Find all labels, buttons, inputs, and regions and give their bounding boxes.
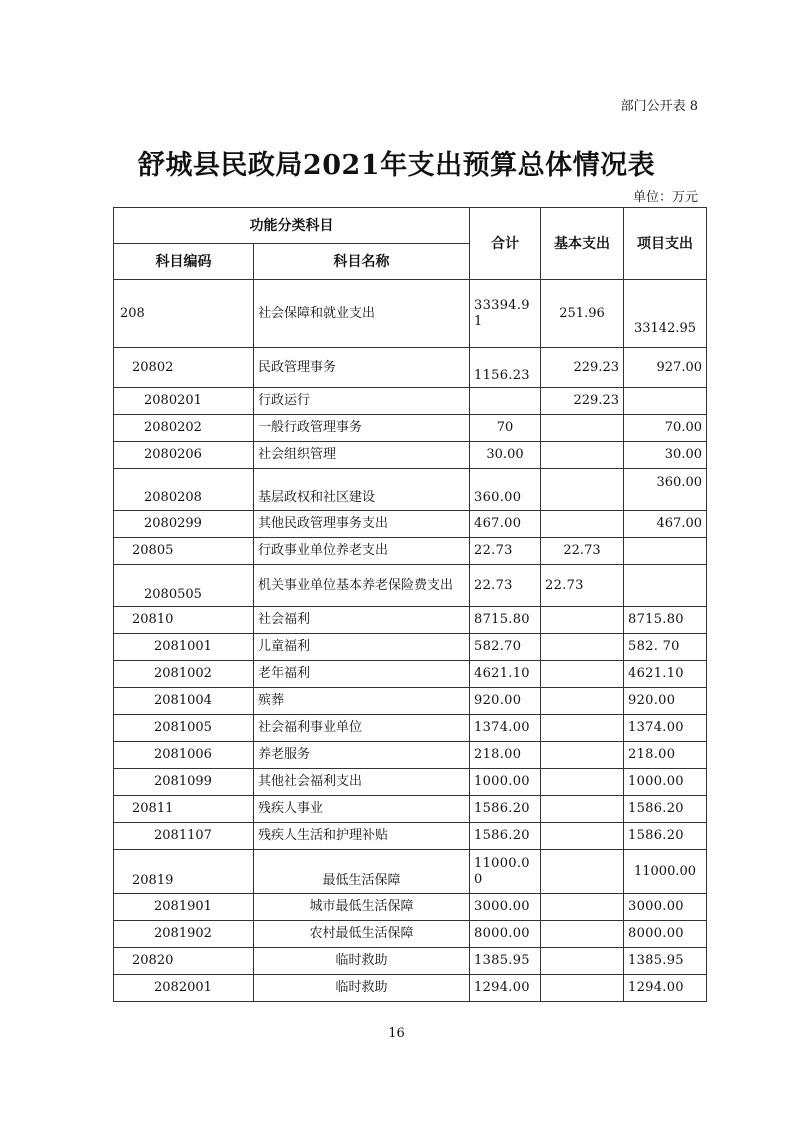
row-basic bbox=[541, 742, 624, 769]
row-code: 2080505 bbox=[114, 565, 254, 607]
table-row bbox=[114, 975, 707, 1002]
table-row bbox=[114, 715, 707, 742]
row-basic: 229.23 bbox=[541, 348, 624, 388]
table-row bbox=[114, 511, 707, 538]
row-total: 1374.00 bbox=[470, 715, 541, 742]
row-total: 920.00 bbox=[470, 688, 541, 715]
row-project: 467.00 bbox=[624, 511, 707, 538]
row-project: 1374.00 bbox=[624, 715, 707, 742]
header-name: 科目名称 bbox=[254, 244, 470, 280]
row-name: 基层政权和社区建设 bbox=[254, 469, 470, 511]
row-project: 1385.95 bbox=[624, 948, 707, 975]
row-code: 20811 bbox=[114, 796, 254, 823]
row-total: 360.00 bbox=[470, 469, 541, 511]
row-basic bbox=[541, 823, 624, 850]
row-total: 11000.00 bbox=[470, 850, 541, 894]
row-basic bbox=[541, 921, 624, 948]
row-project: 1586.20 bbox=[624, 796, 707, 823]
row-basic bbox=[541, 688, 624, 715]
row-total: 30.00 bbox=[470, 442, 541, 469]
row-project: 927.00 bbox=[624, 348, 707, 388]
row-basic: 251.96 bbox=[541, 280, 624, 348]
row-project: 8000.00 bbox=[624, 921, 707, 948]
row-name: 农村最低生活保障 bbox=[254, 921, 470, 948]
row-total: 1294.00 bbox=[470, 975, 541, 1002]
row-code: 20805 bbox=[114, 538, 254, 565]
row-name: 机关事业单位基本养老保险费支出 bbox=[254, 565, 470, 607]
row-code: 2081901 bbox=[114, 894, 254, 921]
row-basic bbox=[541, 415, 624, 442]
row-code: 2081902 bbox=[114, 921, 254, 948]
row-basic: 22.73 bbox=[541, 538, 624, 565]
row-total: 1586.20 bbox=[470, 796, 541, 823]
row-total: 1385.95 bbox=[470, 948, 541, 975]
row-project: 30.00 bbox=[624, 442, 707, 469]
row-name: 殡葬 bbox=[254, 688, 470, 715]
table-row bbox=[114, 661, 707, 688]
row-code: 2081004 bbox=[114, 688, 254, 715]
row-name: 城市最低生活保障 bbox=[254, 894, 470, 921]
row-total: 4621.10 bbox=[470, 661, 541, 688]
table-row bbox=[114, 415, 707, 442]
row-basic: 229.23 bbox=[541, 388, 624, 415]
header-project: 项目支出 bbox=[624, 208, 707, 280]
row-code: 20802 bbox=[114, 348, 254, 388]
row-project bbox=[624, 565, 707, 607]
table-row bbox=[114, 850, 707, 894]
row-total: 1586.20 bbox=[470, 823, 541, 850]
row-name: 一般行政管理事务 bbox=[254, 415, 470, 442]
row-project bbox=[624, 538, 707, 565]
row-basic bbox=[541, 850, 624, 894]
table-tag: 部门公开表 8 bbox=[620, 99, 698, 114]
row-code: 20810 bbox=[114, 607, 254, 634]
row-project: 1000.00 bbox=[624, 769, 707, 796]
row-project: 11000.00 bbox=[624, 850, 707, 894]
row-project: 4621.10 bbox=[624, 661, 707, 688]
row-project: 33142.95 bbox=[624, 280, 707, 348]
table-row bbox=[114, 823, 707, 850]
row-project: 360.00 bbox=[624, 469, 707, 511]
row-name: 养老服务 bbox=[254, 742, 470, 769]
header-total: 合计 bbox=[470, 208, 541, 280]
table-row bbox=[114, 348, 707, 388]
row-name: 行政运行 bbox=[254, 388, 470, 415]
row-total: 1156.23 bbox=[470, 348, 541, 388]
table-row bbox=[114, 538, 707, 565]
table-row bbox=[114, 894, 707, 921]
row-total: 8000.00 bbox=[470, 921, 541, 948]
row-project: 8715.80 bbox=[624, 607, 707, 634]
row-code: 2080208 bbox=[114, 469, 254, 511]
row-code: 2081099 bbox=[114, 769, 254, 796]
row-code: 2080201 bbox=[114, 388, 254, 415]
row-total bbox=[470, 388, 541, 415]
row-total: 218.00 bbox=[470, 742, 541, 769]
row-project: 1586.20 bbox=[624, 823, 707, 850]
row-basic bbox=[541, 634, 624, 661]
row-name: 残疾人事业 bbox=[254, 796, 470, 823]
row-total: 8715.80 bbox=[470, 607, 541, 634]
row-basic bbox=[541, 948, 624, 975]
row-basic bbox=[541, 894, 624, 921]
row-name: 社会组织管理 bbox=[254, 442, 470, 469]
row-code: 2080202 bbox=[114, 415, 254, 442]
row-total: 3000.00 bbox=[470, 894, 541, 921]
row-code: 2080206 bbox=[114, 442, 254, 469]
page-number: 16 bbox=[388, 1026, 405, 1041]
unit-label: 单位：万元 bbox=[632, 190, 698, 205]
table-row bbox=[114, 742, 707, 769]
row-basic bbox=[541, 511, 624, 538]
table-row bbox=[114, 607, 707, 634]
row-basic bbox=[541, 661, 624, 688]
row-total: 1000.00 bbox=[470, 769, 541, 796]
row-basic bbox=[541, 975, 624, 1002]
header-code: 科目编码 bbox=[114, 244, 254, 280]
row-name: 社会保障和就业支出 bbox=[254, 280, 470, 348]
page-title: 舒城县民政局2021年支出预算总体情况表 bbox=[137, 150, 656, 181]
row-code: 2081107 bbox=[114, 823, 254, 850]
row-total: 70 bbox=[470, 415, 541, 442]
row-code: 20819 bbox=[114, 850, 254, 894]
row-name: 临时救助 bbox=[254, 975, 470, 1002]
row-project: 70.00 bbox=[624, 415, 707, 442]
table-row bbox=[114, 948, 707, 975]
row-basic bbox=[541, 796, 624, 823]
row-basic bbox=[541, 469, 624, 511]
row-project: 218.00 bbox=[624, 742, 707, 769]
row-basic bbox=[541, 442, 624, 469]
row-name: 老年福利 bbox=[254, 661, 470, 688]
row-code: 2082001 bbox=[114, 975, 254, 1002]
table-row bbox=[114, 796, 707, 823]
table-row bbox=[114, 769, 707, 796]
table-row bbox=[114, 921, 707, 948]
row-basic: 22.73 bbox=[541, 565, 624, 607]
row-name: 社会福利 bbox=[254, 607, 470, 634]
row-project bbox=[624, 388, 707, 415]
row-name: 儿童福利 bbox=[254, 634, 470, 661]
row-code: 20820 bbox=[114, 948, 254, 975]
row-total: 582.70 bbox=[470, 634, 541, 661]
row-total: 33394.91 bbox=[470, 280, 541, 348]
row-project: 920.00 bbox=[624, 688, 707, 715]
row-name: 行政事业单位养老支出 bbox=[254, 538, 470, 565]
table-row bbox=[114, 565, 707, 607]
row-code: 2080299 bbox=[114, 511, 254, 538]
row-code: 2081005 bbox=[114, 715, 254, 742]
table-row bbox=[114, 634, 707, 661]
row-total: 22.73 bbox=[470, 538, 541, 565]
row-code: 2081006 bbox=[114, 742, 254, 769]
row-basic bbox=[541, 769, 624, 796]
row-name: 其他民政管理事务支出 bbox=[254, 511, 470, 538]
row-name: 社会福利事业单位 bbox=[254, 715, 470, 742]
row-basic bbox=[541, 607, 624, 634]
row-project: 3000.00 bbox=[624, 894, 707, 921]
row-name: 残疾人生活和护理补贴 bbox=[254, 823, 470, 850]
row-name: 最低生活保障 bbox=[254, 850, 470, 894]
row-code: 208 bbox=[114, 280, 254, 348]
row-total: 467.00 bbox=[470, 511, 541, 538]
header-group: 功能分类科目 bbox=[114, 208, 470, 244]
table-row bbox=[114, 469, 707, 511]
row-code: 2081001 bbox=[114, 634, 254, 661]
row-total: 22.73 bbox=[470, 565, 541, 607]
row-name: 民政管理事务 bbox=[254, 348, 470, 388]
table-row bbox=[114, 280, 707, 348]
table-row bbox=[114, 442, 707, 469]
row-basic bbox=[541, 715, 624, 742]
row-name: 临时救助 bbox=[254, 948, 470, 975]
row-project: 1294.00 bbox=[624, 975, 707, 1002]
row-project: 582. 70 bbox=[624, 634, 707, 661]
row-code: 2081002 bbox=[114, 661, 254, 688]
budget-table bbox=[113, 207, 707, 1002]
row-name: 其他社会福利支出 bbox=[254, 769, 470, 796]
table-row bbox=[114, 688, 707, 715]
header-basic: 基本支出 bbox=[541, 208, 624, 280]
table-row bbox=[114, 388, 707, 415]
